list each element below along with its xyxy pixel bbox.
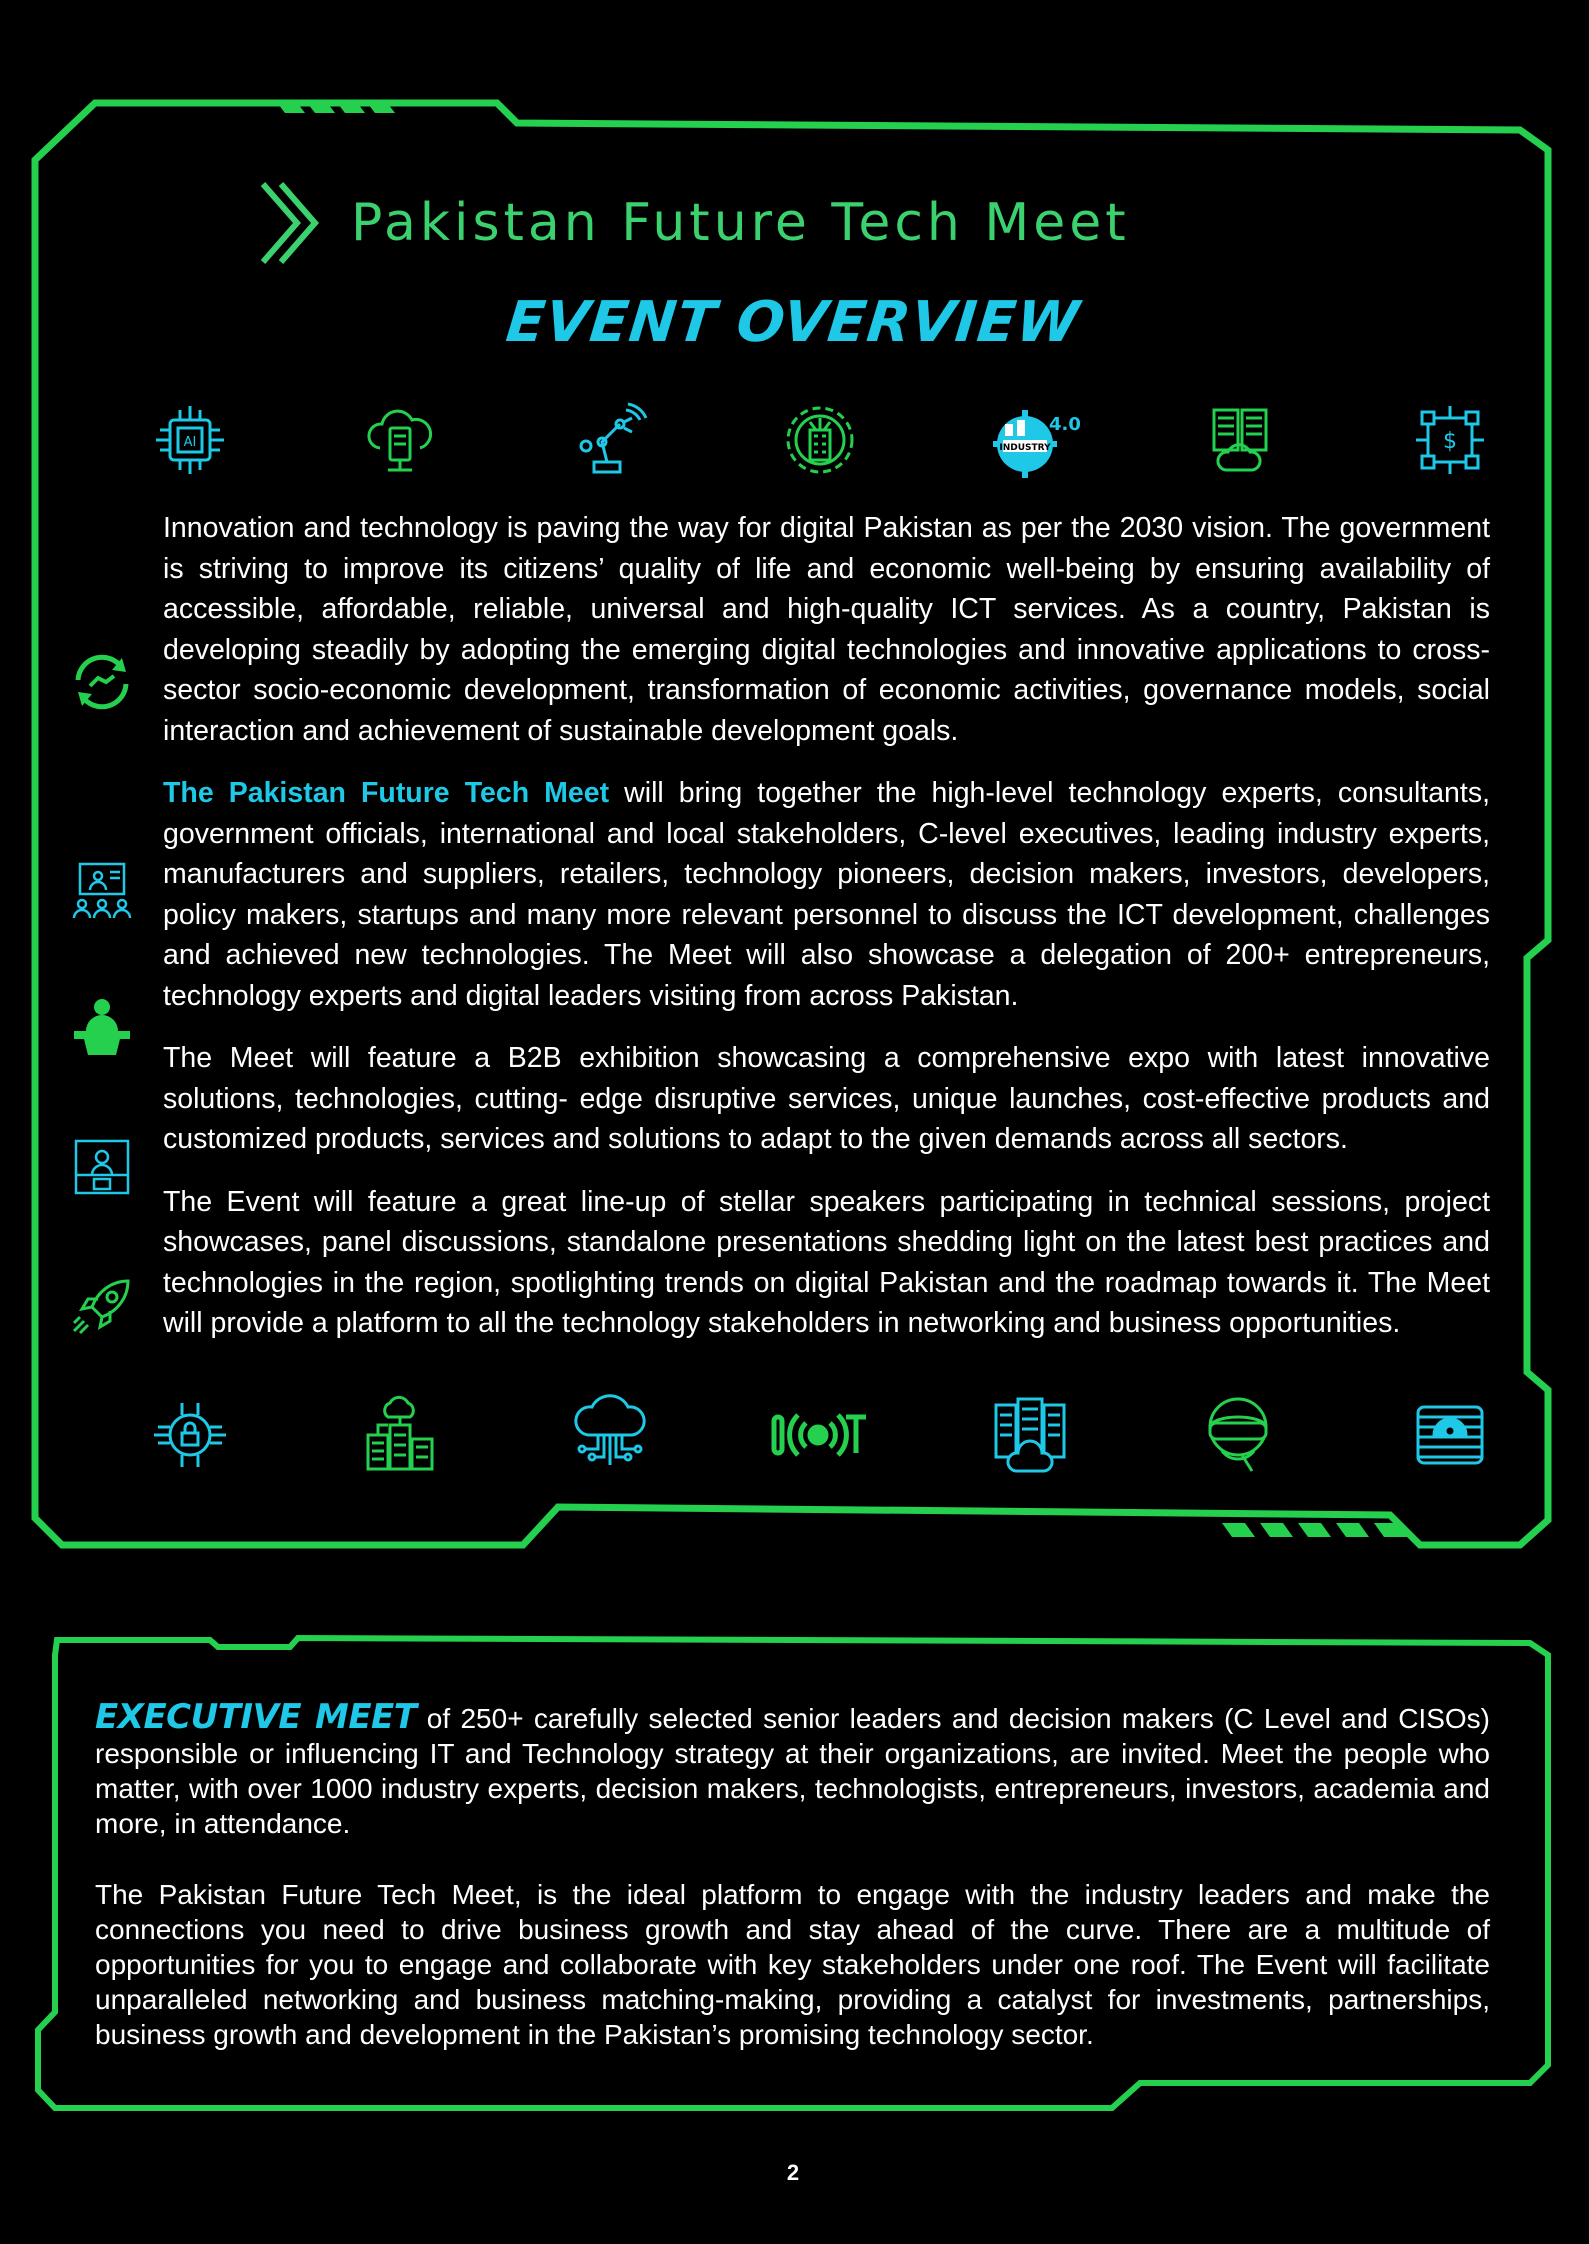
page-title: Pakistan Future Tech Meet [351, 193, 1130, 253]
handshake-cycle-icon [70, 650, 146, 726]
server-cloud-icon [1200, 400, 1280, 480]
speaker-podium-icon [70, 995, 146, 1071]
presentation-meeting-icon [70, 860, 146, 936]
iot-icon [780, 1395, 860, 1475]
top-icon-row [150, 400, 1490, 480]
svg-text:$: $ [1443, 429, 1457, 454]
industry-4-0-icon [990, 400, 1081, 480]
chevron-right-icon [255, 180, 325, 266]
event-name-highlight: The Pakistan Future Tech Meet [163, 777, 610, 809]
svg-text:AI: AI [183, 435, 197, 450]
server-chip-icon [1410, 1395, 1490, 1475]
executive-paragraph-2: The Pakistan Future Tech Meet, is the ideal platform to engage with the industry leaders and make the connections you need to drive business growth and stay ahead of the curve. There are a multitude of opportunities for you to engage and collaborate with key stakeholders under one roof. The Event will facilitate unparalleled networking and business matching-making, providing a catalyst for investments, partnerships, business growth and development in the Pakistan’s promising technology sector. [95, 1879, 1490, 2050]
bottom-stripe-decoration [1222, 1523, 1407, 1537]
rocket-icon [70, 1275, 146, 1351]
exhibition-booth-icon [70, 1135, 146, 1211]
industry-badge-label: INDUSTRY [999, 443, 1051, 453]
industry-badge-number: 4.0 [1049, 414, 1081, 435]
executive-paragraph-1-text: of 250+ carefully selected senior leaders and decision makers (C Level and CISOs) responsible or influencing IT and Technology strategy at their organizations, are invited. Meet the people who matter, with over 1000 industry experts, decision makers, technologists, entrepreneurs, investors, academia and more, in attendance. [95, 1703, 1490, 1839]
ai-chip-icon [150, 400, 230, 480]
bottom-icon-row [150, 1395, 1490, 1475]
executive-text [95, 1697, 1490, 2088]
vr-headset-globe-icon [1200, 1395, 1280, 1475]
cloud-circuit-icon [570, 1395, 650, 1475]
smart-factory-gear-icon [780, 400, 860, 480]
section-title: EVENT OVERVIEW [503, 290, 1083, 355]
smart-building-cloud-icon [360, 1395, 440, 1475]
data-center-cloud-icon [990, 1395, 1070, 1475]
cloud-server-icon [360, 400, 440, 480]
executive-paragraph-1 [95, 1697, 1490, 1841]
overview-paragraph-3: The Meet will feature a B2B exhibition showcasing a comprehensive expo with latest innovative solutions, technologies, cutting- edge disruptive services, unique launches, cost-effective products and customized products, services and solutions to adapt to the given demands across all sectors. [163, 1042, 1490, 1155]
network-nodes-icon [1410, 400, 1490, 480]
overview-paragraph-4: The Event will feature a great line-up of stellar speakers participating in technical sessions, project showcases, panel discussions, standalone presentations shedding light on the latest best practices and technologies in the region, spotlighting trends on digital Pakistan and the roadmap towards it. The Meet will provide a platform to all the technology stakeholders in networking and business opportunities. [163, 1185, 1490, 1339]
title-row [255, 178, 1355, 268]
cyber-lock-icon [150, 1395, 230, 1475]
overview-text [163, 508, 1490, 1366]
page-number: 2 [786, 2160, 800, 2185]
overview-paragraph-2 [163, 773, 1490, 1016]
robot-arm-icon [570, 400, 650, 480]
executive-meet-heading: EXECUTIVE MEET [95, 1697, 417, 1737]
overview-paragraph-1: Innovation and technology is paving the way for digital Pakistan as per the 2030 vision. The government is striving to improve its citizens’ quality of life and economic well-being by ensuring availability of accessible, affordable, reliable, universal and high-quality ICT services. As a country, Pakistan is developing steadily by adopting the emerging digital technologies and innovative applications to cross-sector socio-economic development, transformation of economic activities, governance models, social interaction and achievement of sustainable development goals. [163, 512, 1490, 747]
overview-paragraph-2-text: will bring together the high-level technology experts, consultants, government officials, international and local stakeholders, C-level executives, leading industry experts, manufacturers and suppliers, retailers, technology pioneers, decision makers, investors, developers, policy makers, startups and many more relevant personnel to discuss the ICT development, challenges and achieved new technologies. The Meet will also showcase a delegation of 200+ entrepreneurs, technology experts and digital leaders visiting from across Pakistan. [163, 777, 1490, 1012]
